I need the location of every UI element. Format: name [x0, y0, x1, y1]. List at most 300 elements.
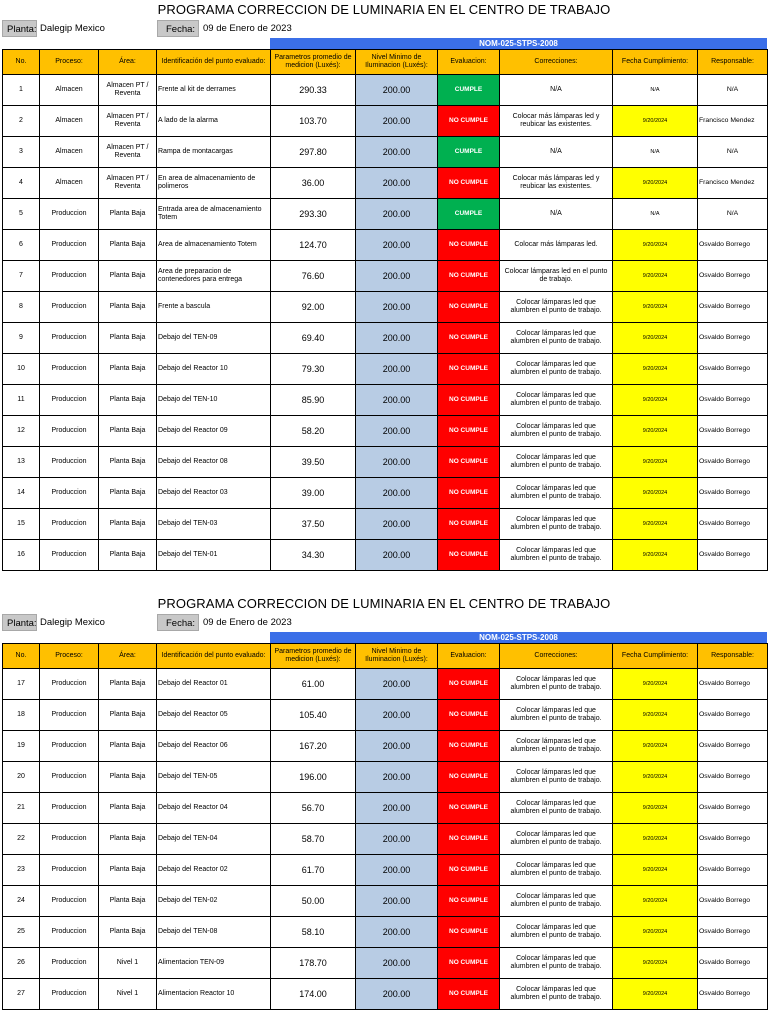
- nivel-cell: 200.00: [356, 354, 438, 385]
- fecha-cell: 9/20/2024: [613, 948, 698, 979]
- row-number: 25: [3, 917, 40, 948]
- row-number: 27: [3, 979, 40, 1010]
- nivel-cell: 200.00: [356, 323, 438, 354]
- fecha-value: 09 de Enero de 2023: [203, 23, 292, 34]
- param-cell: 37.50: [271, 509, 356, 540]
- table-row: [3, 855, 768, 886]
- table-row: [3, 669, 768, 700]
- eval-cell: NO CUMPLE: [438, 230, 500, 261]
- proceso-cell: Produccion: [40, 323, 99, 354]
- area-cell: Planta Baja: [99, 447, 157, 478]
- param-cell: 105.40: [271, 700, 356, 731]
- corr-cell: Colocar lámparas led que alumbren el punto de trabajo.: [500, 416, 613, 447]
- ident-cell: Debajo del Reactor 04: [157, 793, 271, 824]
- eval-cell: CUMPLE: [438, 137, 500, 168]
- area-cell: Nivel 1: [99, 948, 157, 979]
- table-row: [3, 106, 768, 137]
- param-cell: 293.30: [271, 199, 356, 230]
- proceso-cell: Produccion: [40, 793, 99, 824]
- table-row: [3, 793, 768, 824]
- area-cell: Almacen PT / Reventa: [99, 168, 157, 199]
- table-row: [3, 447, 768, 478]
- area-cell: Planta Baja: [99, 855, 157, 886]
- row-number: 9: [3, 323, 40, 354]
- table-row: [3, 540, 768, 571]
- eval-cell: NO CUMPLE: [438, 855, 500, 886]
- fecha-cell: 9/20/2024: [613, 540, 698, 571]
- eval-cell: NO CUMPLE: [438, 385, 500, 416]
- proceso-cell: Produccion: [40, 700, 99, 731]
- proceso-cell: Produccion: [40, 948, 99, 979]
- fecha-cell: 9/20/2024: [613, 447, 698, 478]
- resp-cell: Osvaldo Borrego: [698, 917, 768, 948]
- sheet-2: [0, 594, 768, 1024]
- eval-cell: NO CUMPLE: [438, 948, 500, 979]
- fecha-cell: 9/20/2024: [613, 917, 698, 948]
- table-header-row: [3, 644, 768, 669]
- corr-cell: Colocar lámparas led que alumbren el punto de trabajo.: [500, 700, 613, 731]
- resp-cell: N/A: [698, 75, 768, 106]
- row-number: 24: [3, 886, 40, 917]
- resp-cell: Osvaldo Borrego: [698, 323, 768, 354]
- resp-cell: Osvaldo Borrego: [698, 824, 768, 855]
- nivel-cell: 200.00: [356, 855, 438, 886]
- fecha-label: Fecha:: [157, 614, 199, 631]
- table-row: [3, 948, 768, 979]
- corr-cell: Colocar lámparas led que alumbren el punto de trabajo.: [500, 292, 613, 323]
- eval-cell: NO CUMPLE: [438, 762, 500, 793]
- corr-cell: Colocar lámparas led que alumbren el punto de trabajo.: [500, 354, 613, 385]
- resp-cell: Osvaldo Borrego: [698, 478, 768, 509]
- header-param: Parametros promedio de medicion (Luxés):: [271, 644, 356, 669]
- proceso-cell: Produccion: [40, 855, 99, 886]
- header-area: Área:: [99, 644, 157, 669]
- fecha-cell: 9/20/2024: [613, 824, 698, 855]
- param-cell: 103.70: [271, 106, 356, 137]
- ident-cell: Area de preparacion de contenedores para entrega: [157, 261, 271, 292]
- eval-cell: NO CUMPLE: [438, 731, 500, 762]
- row-number: 20: [3, 762, 40, 793]
- ident-cell: Area de almacenamiento Totem: [157, 230, 271, 261]
- nivel-cell: 200.00: [356, 75, 438, 106]
- resp-cell: Osvaldo Borrego: [698, 354, 768, 385]
- header-corr: Correcciones:: [500, 644, 613, 669]
- fecha-cell: 9/20/2024: [613, 731, 698, 762]
- param-cell: 124.70: [271, 230, 356, 261]
- fecha-cell: 9/20/2024: [613, 230, 698, 261]
- nivel-cell: 200.00: [356, 416, 438, 447]
- area-cell: Planta Baja: [99, 230, 157, 261]
- resp-cell: Osvaldo Borrego: [698, 731, 768, 762]
- param-cell: 39.50: [271, 447, 356, 478]
- eval-cell: NO CUMPLE: [438, 917, 500, 948]
- nivel-cell: 200.00: [356, 540, 438, 571]
- param-cell: 167.20: [271, 731, 356, 762]
- table-row: [3, 261, 768, 292]
- eval-cell: NO CUMPLE: [438, 979, 500, 1010]
- row-number: 4: [3, 168, 40, 199]
- proceso-cell: Produccion: [40, 917, 99, 948]
- resp-cell: Osvaldo Borrego: [698, 261, 768, 292]
- eval-cell: CUMPLE: [438, 199, 500, 230]
- param-cell: 58.70: [271, 824, 356, 855]
- nivel-cell: 200.00: [356, 979, 438, 1010]
- planta-info: [0, 614, 768, 631]
- ident-cell: Debajo del TEN-08: [157, 917, 271, 948]
- corr-cell: Colocar lámparas led que alumbren el punto de trabajo.: [500, 509, 613, 540]
- fecha-cell: 9/20/2024: [613, 323, 698, 354]
- resp-cell: Osvaldo Borrego: [698, 447, 768, 478]
- fecha-cell: 9/20/2024: [613, 886, 698, 917]
- resp-cell: Osvaldo Borrego: [698, 979, 768, 1010]
- nivel-cell: 200.00: [356, 261, 438, 292]
- corr-cell: Colocar más lámparas led y reubicar las existentes.: [500, 106, 613, 137]
- param-cell: 76.60: [271, 261, 356, 292]
- ident-cell: Frente a bascula: [157, 292, 271, 323]
- ident-cell: Debajo del Reactor 08: [157, 447, 271, 478]
- param-cell: 50.00: [271, 886, 356, 917]
- luminaria-table: [2, 49, 768, 571]
- ident-cell: Debajo del Reactor 01: [157, 669, 271, 700]
- fecha-label: Fecha:: [157, 20, 199, 37]
- nivel-cell: 200.00: [356, 137, 438, 168]
- resp-cell: Osvaldo Borrego: [698, 509, 768, 540]
- ident-cell: Debajo del TEN-10: [157, 385, 271, 416]
- resp-cell: N/A: [698, 137, 768, 168]
- fecha-cell: 9/20/2024: [613, 168, 698, 199]
- corr-cell: Colocar más lámparas led y reubicar las existentes.: [500, 168, 613, 199]
- area-cell: Planta Baja: [99, 509, 157, 540]
- corr-cell: Colocar lámparas led que alumbren el punto de trabajo.: [500, 793, 613, 824]
- eval-cell: NO CUMPLE: [438, 824, 500, 855]
- row-number: 14: [3, 478, 40, 509]
- fecha-cell: N/A: [613, 75, 698, 106]
- area-cell: Planta Baja: [99, 886, 157, 917]
- header-ident: Identificación del punto evaluado:: [157, 50, 271, 75]
- area-cell: Planta Baja: [99, 385, 157, 416]
- table-row: [3, 731, 768, 762]
- area-cell: Planta Baja: [99, 540, 157, 571]
- header-nivel: Nivel Minimo de Iluminacion (Luxés):: [356, 644, 438, 669]
- param-cell: 56.70: [271, 793, 356, 824]
- table-row: [3, 323, 768, 354]
- row-number: 21: [3, 793, 40, 824]
- resp-cell: Osvaldo Borrego: [698, 762, 768, 793]
- corr-cell: Colocar lámparas led que alumbren el punto de trabajo.: [500, 447, 613, 478]
- header-resp: Responsable:: [698, 50, 768, 75]
- ident-cell: Debajo del TEN-01: [157, 540, 271, 571]
- nivel-cell: 200.00: [356, 199, 438, 230]
- table-row: [3, 917, 768, 948]
- fecha-cell: 9/20/2024: [613, 509, 698, 540]
- nivel-cell: 200.00: [356, 292, 438, 323]
- area-cell: Planta Baja: [99, 478, 157, 509]
- param-cell: 92.00: [271, 292, 356, 323]
- ident-cell: Debajo del Reactor 05: [157, 700, 271, 731]
- area-cell: Planta Baja: [99, 323, 157, 354]
- row-number: 15: [3, 509, 40, 540]
- param-cell: 178.70: [271, 948, 356, 979]
- resp-cell: Osvaldo Borrego: [698, 416, 768, 447]
- resp-cell: Osvaldo Borrego: [698, 669, 768, 700]
- row-number: 22: [3, 824, 40, 855]
- corr-cell: Colocar lámparas led en el punto de trabajo.: [500, 261, 613, 292]
- header-fecha: Fecha Cumplimiento:: [613, 644, 698, 669]
- table-row: [3, 416, 768, 447]
- row-number: 26: [3, 948, 40, 979]
- corr-cell: Colocar más lámparas led.: [500, 230, 613, 261]
- ident-cell: Debajo del Reactor 09: [157, 416, 271, 447]
- row-number: 6: [3, 230, 40, 261]
- ident-cell: A lado de la alarma: [157, 106, 271, 137]
- area-cell: Nivel 1: [99, 979, 157, 1010]
- proceso-cell: Produccion: [40, 824, 99, 855]
- ident-cell: En area de almacenamiento de polimeros: [157, 168, 271, 199]
- row-number: 12: [3, 416, 40, 447]
- eval-cell: NO CUMPLE: [438, 292, 500, 323]
- table-row: [3, 478, 768, 509]
- header-eval: Evaluacion:: [438, 50, 500, 75]
- corr-cell: N/A: [500, 199, 613, 230]
- resp-cell: Osvaldo Borrego: [698, 886, 768, 917]
- fecha-cell: 9/20/2024: [613, 106, 698, 137]
- proceso-cell: Almacen: [40, 106, 99, 137]
- area-cell: Almacen PT / Reventa: [99, 137, 157, 168]
- param-cell: 297.80: [271, 137, 356, 168]
- eval-cell: NO CUMPLE: [438, 447, 500, 478]
- nivel-cell: 200.00: [356, 917, 438, 948]
- ident-cell: Debajo del Reactor 03: [157, 478, 271, 509]
- fecha-cell: 9/20/2024: [613, 700, 698, 731]
- resp-cell: Osvaldo Borrego: [698, 292, 768, 323]
- area-cell: Planta Baja: [99, 824, 157, 855]
- eval-cell: NO CUMPLE: [438, 261, 500, 292]
- table-row: [3, 762, 768, 793]
- ident-cell: Debajo del Reactor 02: [157, 855, 271, 886]
- nivel-cell: 200.00: [356, 948, 438, 979]
- row-number: 13: [3, 447, 40, 478]
- row-number: 1: [3, 75, 40, 106]
- proceso-cell: Produccion: [40, 261, 99, 292]
- proceso-cell: Produccion: [40, 354, 99, 385]
- nivel-cell: 200.00: [356, 478, 438, 509]
- proceso-cell: Produccion: [40, 509, 99, 540]
- nivel-cell: 200.00: [356, 731, 438, 762]
- proceso-cell: Almacen: [40, 168, 99, 199]
- ident-cell: Frente al kit de derrames: [157, 75, 271, 106]
- area-cell: Planta Baja: [99, 669, 157, 700]
- proceso-cell: Produccion: [40, 230, 99, 261]
- corr-cell: Colocar lámparas led que alumbren el punto de trabajo.: [500, 886, 613, 917]
- table-header-row: [3, 50, 768, 75]
- param-cell: 61.00: [271, 669, 356, 700]
- table-row: [3, 230, 768, 261]
- table-row: [3, 292, 768, 323]
- row-number: 17: [3, 669, 40, 700]
- corr-cell: N/A: [500, 137, 613, 168]
- ident-cell: Debajo del TEN-09: [157, 323, 271, 354]
- area-cell: Planta Baja: [99, 354, 157, 385]
- proceso-cell: Produccion: [40, 199, 99, 230]
- header-ident: Identificación del punto evaluado:: [157, 644, 271, 669]
- corr-cell: Colocar lámparas led que alumbren el punto de trabajo.: [500, 762, 613, 793]
- resp-cell: N/A: [698, 199, 768, 230]
- eval-cell: NO CUMPLE: [438, 354, 500, 385]
- table-row: [3, 886, 768, 917]
- planta-value: Dalegip Mexico: [40, 23, 105, 34]
- ident-cell: Debajo del TEN-04: [157, 824, 271, 855]
- nivel-cell: 200.00: [356, 762, 438, 793]
- row-number: 11: [3, 385, 40, 416]
- nivel-cell: 200.00: [356, 669, 438, 700]
- row-number: 8: [3, 292, 40, 323]
- nivel-cell: 200.00: [356, 793, 438, 824]
- table-row: [3, 509, 768, 540]
- planta-label: Planta:: [2, 20, 37, 37]
- nivel-cell: 200.00: [356, 700, 438, 731]
- param-cell: 290.33: [271, 75, 356, 106]
- row-number: 23: [3, 855, 40, 886]
- param-cell: 69.40: [271, 323, 356, 354]
- nivel-cell: 200.00: [356, 106, 438, 137]
- resp-cell: Francisco Mendez: [698, 106, 768, 137]
- param-cell: 58.10: [271, 917, 356, 948]
- row-number: 10: [3, 354, 40, 385]
- ident-cell: Debajo del TEN-03: [157, 509, 271, 540]
- param-cell: 58.20: [271, 416, 356, 447]
- corr-cell: Colocar lámparas led que alumbren el punto de trabajo.: [500, 731, 613, 762]
- resp-cell: Osvaldo Borrego: [698, 230, 768, 261]
- row-number: 7: [3, 261, 40, 292]
- page-title: PROGRAMA CORRECCION DE LUMINARIA EN EL CENTRO DE TRABAJO: [157, 596, 611, 611]
- resp-cell: Osvaldo Borrego: [698, 793, 768, 824]
- proceso-cell: Produccion: [40, 540, 99, 571]
- header-row-number: No.: [3, 50, 40, 75]
- planta-info: [0, 20, 768, 37]
- nivel-cell: 200.00: [356, 447, 438, 478]
- area-cell: Planta Baja: [99, 700, 157, 731]
- ident-cell: Entrada area de almacenamiento Totem: [157, 199, 271, 230]
- proceso-cell: Almacen: [40, 75, 99, 106]
- eval-cell: NO CUMPLE: [438, 793, 500, 824]
- eval-cell: NO CUMPLE: [438, 700, 500, 731]
- resp-cell: Osvaldo Borrego: [698, 385, 768, 416]
- proceso-cell: Produccion: [40, 669, 99, 700]
- fecha-cell: N/A: [613, 199, 698, 230]
- corr-cell: Colocar lámparas led que alumbren el punto de trabajo.: [500, 948, 613, 979]
- proceso-cell: Produccion: [40, 416, 99, 447]
- area-cell: Planta Baja: [99, 793, 157, 824]
- header-proceso: Proceso:: [40, 644, 99, 669]
- param-cell: 174.00: [271, 979, 356, 1010]
- proceso-cell: Produccion: [40, 292, 99, 323]
- nivel-cell: 200.00: [356, 509, 438, 540]
- ident-cell: Debajo del Reactor 10: [157, 354, 271, 385]
- fecha-value: 09 de Enero de 2023: [203, 617, 292, 628]
- corr-cell: N/A: [500, 75, 613, 106]
- header-corr: Correcciones:: [500, 50, 613, 75]
- resp-cell: Osvaldo Borrego: [698, 540, 768, 571]
- header-param: Parametros promedio de medicion (Luxés):: [271, 50, 356, 75]
- row-number: 5: [3, 199, 40, 230]
- eval-cell: NO CUMPLE: [438, 478, 500, 509]
- area-cell: Planta Baja: [99, 731, 157, 762]
- corr-cell: Colocar lámparas led que alumbren el punto de trabajo.: [500, 979, 613, 1010]
- resp-cell: Osvaldo Borrego: [698, 855, 768, 886]
- header-eval: Evaluacion:: [438, 644, 500, 669]
- table-row: [3, 168, 768, 199]
- row-number: 19: [3, 731, 40, 762]
- nivel-cell: 200.00: [356, 824, 438, 855]
- table-row: [3, 979, 768, 1010]
- eval-cell: NO CUMPLE: [438, 106, 500, 137]
- nivel-cell: 200.00: [356, 230, 438, 261]
- fecha-cell: 9/20/2024: [613, 385, 698, 416]
- table-row: [3, 824, 768, 855]
- fecha-cell: 9/20/2024: [613, 478, 698, 509]
- row-number: 3: [3, 137, 40, 168]
- area-cell: Planta Baja: [99, 292, 157, 323]
- corr-cell: Colocar lámparas led que alumbren el punto de trabajo.: [500, 917, 613, 948]
- planta-value: Dalegip Mexico: [40, 617, 105, 628]
- proceso-cell: Produccion: [40, 762, 99, 793]
- eval-cell: NO CUMPLE: [438, 168, 500, 199]
- table-row: [3, 137, 768, 168]
- proceso-cell: Almacen: [40, 137, 99, 168]
- table-row: [3, 199, 768, 230]
- ident-cell: Alimentacion TEN-09: [157, 948, 271, 979]
- param-cell: 196.00: [271, 762, 356, 793]
- fecha-cell: 9/20/2024: [613, 855, 698, 886]
- eval-cell: NO CUMPLE: [438, 540, 500, 571]
- corr-cell: Colocar lámparas led que alumbren el punto de trabajo.: [500, 540, 613, 571]
- eval-cell: NO CUMPLE: [438, 669, 500, 700]
- corr-cell: Colocar lámparas led que alumbren el punto de trabajo.: [500, 323, 613, 354]
- area-cell: Planta Baja: [99, 917, 157, 948]
- corr-cell: Colocar lámparas led que alumbren el punto de trabajo.: [500, 385, 613, 416]
- nom-standard-bar: NOM-025-STPS-2008: [270, 38, 767, 49]
- proceso-cell: Produccion: [40, 886, 99, 917]
- fecha-cell: N/A: [613, 137, 698, 168]
- planta-label: Planta:: [2, 614, 37, 631]
- fecha-cell: 9/20/2024: [613, 354, 698, 385]
- row-number: 16: [3, 540, 40, 571]
- row-number: 18: [3, 700, 40, 731]
- nivel-cell: 200.00: [356, 886, 438, 917]
- header-nivel: Nivel Minimo de Iluminacion (Luxés):: [356, 50, 438, 75]
- ident-cell: Debajo del TEN-05: [157, 762, 271, 793]
- proceso-cell: Produccion: [40, 478, 99, 509]
- corr-cell: Colocar lámparas led que alumbren el punto de trabajo.: [500, 824, 613, 855]
- resp-cell: Osvaldo Borrego: [698, 700, 768, 731]
- area-cell: Planta Baja: [99, 199, 157, 230]
- table-row: [3, 75, 768, 106]
- eval-cell: NO CUMPLE: [438, 509, 500, 540]
- proceso-cell: Produccion: [40, 447, 99, 478]
- param-cell: 85.90: [271, 385, 356, 416]
- proceso-cell: Produccion: [40, 979, 99, 1010]
- ident-cell: Alimentacion Reactor 10: [157, 979, 271, 1010]
- header-area: Área:: [99, 50, 157, 75]
- header-fecha: Fecha Cumplimiento:: [613, 50, 698, 75]
- proceso-cell: Produccion: [40, 731, 99, 762]
- corr-cell: Colocar lámparas led que alumbren el punto de trabajo.: [500, 478, 613, 509]
- fecha-cell: 9/20/2024: [613, 793, 698, 824]
- page-title: PROGRAMA CORRECCION DE LUMINARIA EN EL CENTRO DE TRABAJO: [157, 2, 611, 17]
- corr-cell: Colocar lámparas led que alumbren el punto de trabajo.: [500, 855, 613, 886]
- header-resp: Responsable:: [698, 644, 768, 669]
- area-cell: Almacen PT / Reventa: [99, 75, 157, 106]
